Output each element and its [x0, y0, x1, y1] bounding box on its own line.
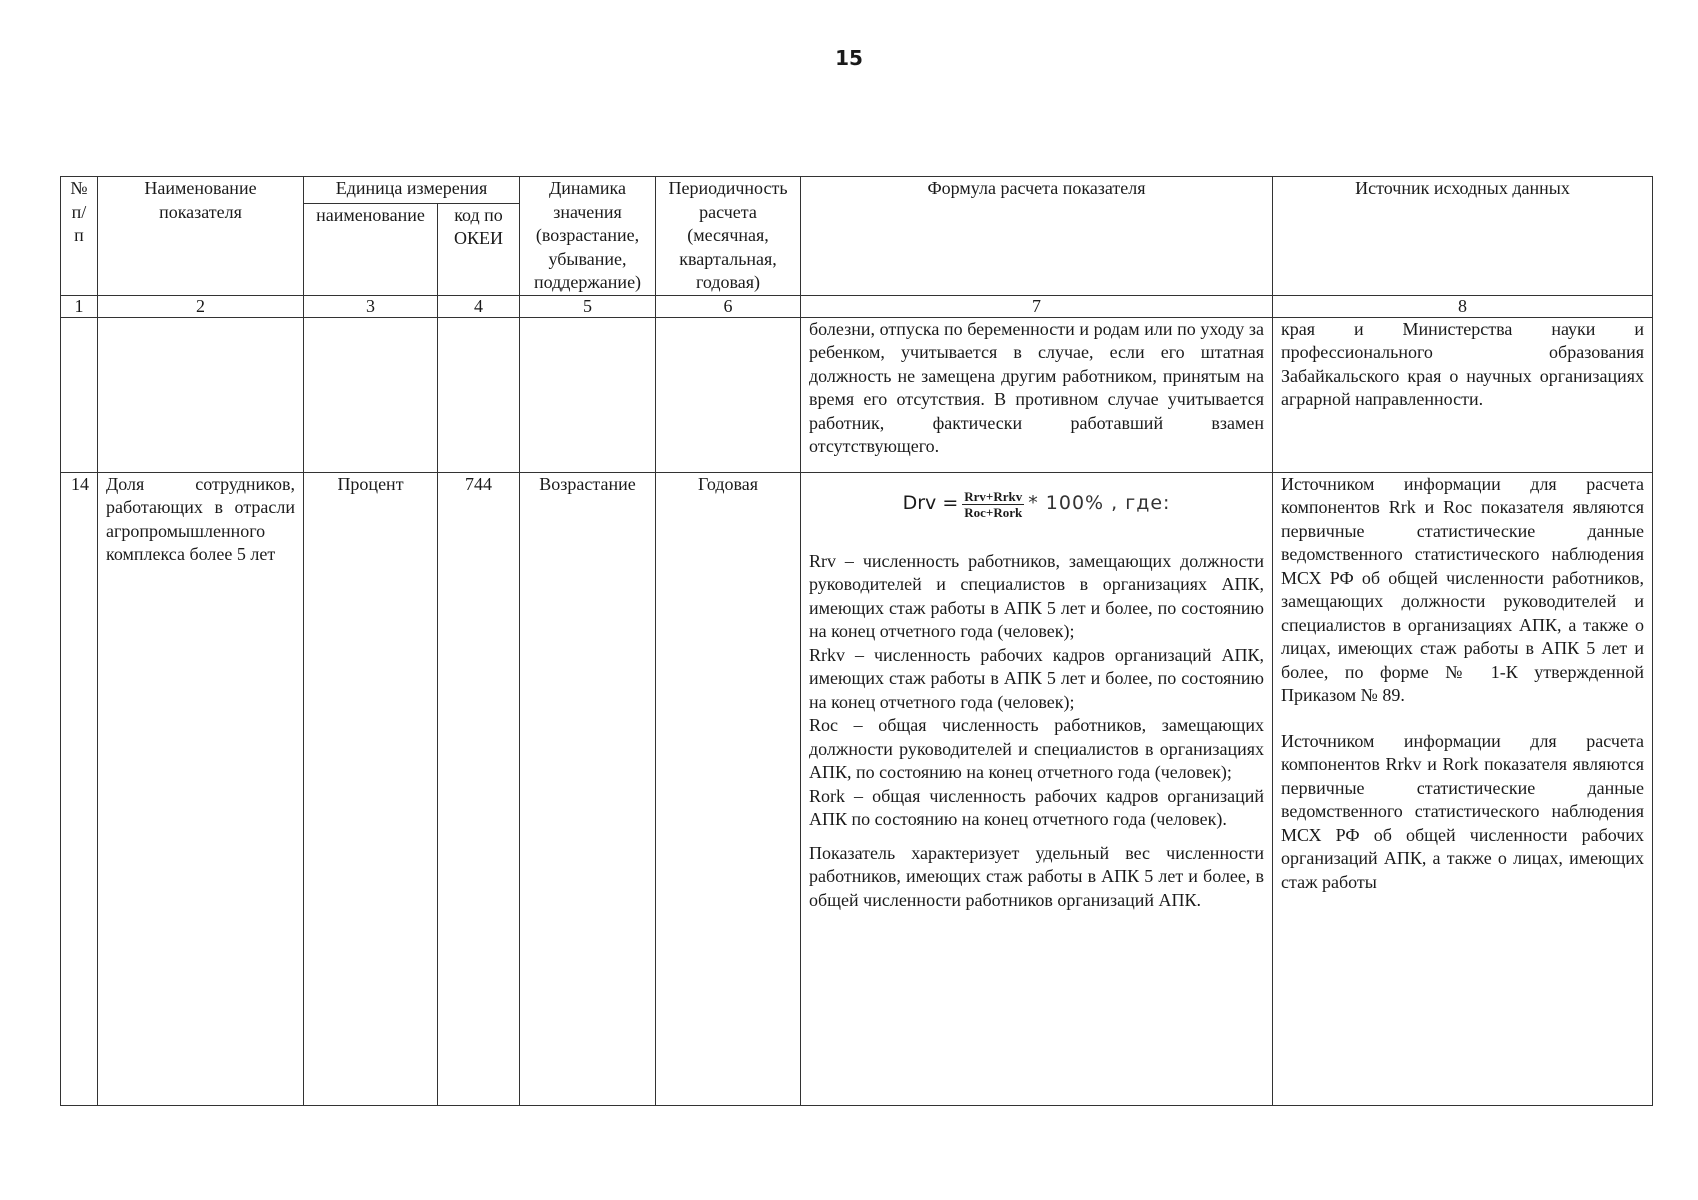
header-num: № п/п [61, 177, 98, 296]
definition-rrkv: Rrkv – численность рабочих кадров организаций АПК, имеющих стаж работы в АПК 5 лет и более, по состоянию на конец отчетного года (человек); [809, 644, 1265, 712]
header-unit-name: наименование [304, 203, 438, 295]
header-formula: Формула расчета показателя [801, 177, 1273, 296]
header-source: Источник исходных данных [1273, 177, 1653, 296]
dynamics-value: Возрастание [520, 472, 656, 1105]
source-paragraph-2: Источником информации для расчета компонентов Rrkv и Rork показателя являются первичные статистические данные ведомственного статистического наблюдения МСХ РФ об общей численности рабочих организаций АПК, а также о лицах, имеющих стаж работы [1281, 730, 1645, 892]
header-unit-code: код по ОКЕИ [438, 203, 520, 295]
indicator-name: Доля сотрудников, работающих в отрасли агропромышленного комплекса более 5 лет [98, 472, 304, 1105]
column-number: 2 [98, 295, 304, 317]
formula-lhs: Drv = [902, 492, 959, 515]
formula-denominator: Roc+Rork [964, 504, 1023, 520]
header-dynamics: Динамика значения (возрастание, убывание, поддержание) [520, 177, 656, 296]
formula-tail: * 100% , где: [1028, 492, 1171, 515]
header-row-1 [61, 177, 1653, 204]
formula-numerator: Rrv+Rrkv [964, 488, 1023, 504]
indicator-description: Показатель характеризует удельный вес численности работников, имеющих стаж работы в АПК 5 лет и более, в общей численности работников организаций АПК. [809, 842, 1265, 910]
column-number: 3 [304, 295, 438, 317]
continuation-formula-text: болезни, отпуска по беременности и родам или по уходу за ребенком, учитывается в случае, если его штатная должность не замещена другим работником, принятым на время его отсутствия. В противном случае учитывается работник, фактически работавший взамен отсутствующего. [801, 317, 1273, 472]
source-paragraph-1: Источником информации для расчета компонентов Rrk и Roc показателя являются первичные статистические данные ведомственного статистического наблюдения МСХ РФ об общей численности работников, замещающих должности руководителей и специалистов в организациях АПК, а также о лицах, имеющих стаж работы в АПК 5 лет и более, по форме № 1-К утвержденной Приказом № 89. [1281, 473, 1645, 705]
column-number: 5 [520, 295, 656, 317]
definition-rork: Rork – общая численность рабочих кадров организаций АПК по состоянию на конец отчетного года (человек). [809, 785, 1265, 829]
periodicity-value: Годовая [656, 472, 801, 1105]
column-number: 8 [1273, 295, 1653, 317]
definition-rrv: Rrv – численность работников, замещающих должности руководителей и специалистов в организациях АПК, имеющих стаж работы в АПК 5 лет и более, по состоянию на конец отчетного года (человек); [809, 550, 1265, 641]
column-numbers-row [61, 295, 1653, 317]
header-indicator-name: Наименование показателя [98, 177, 304, 296]
header-periodicity: Периодичность расчета (месячная, квартальная, годовая) [656, 177, 801, 296]
indicator-row-14 [61, 472, 1653, 1105]
column-number: 6 [656, 295, 801, 317]
column-number: 7 [801, 295, 1273, 317]
formula-fraction [962, 489, 1024, 520]
row-number: 14 [61, 472, 98, 1105]
column-number: 1 [61, 295, 98, 317]
continuation-row [61, 317, 1653, 472]
formula [809, 489, 1264, 520]
definition-roc: Roc – общая численность работников, замещающих должности руководителей и специалистов в организациях АПК, по состоянию на конец отчетного года (человек); [809, 715, 1265, 782]
continuation-source-text: края и Министерства науки и профессионального образования Забайкальского края о научных организациях аграрной направленности. [1273, 317, 1653, 472]
okei-code: 744 [438, 472, 520, 1105]
page-number: 15 [835, 46, 863, 70]
source-cell [1273, 472, 1653, 1105]
column-number: 4 [438, 295, 520, 317]
header-unit-group: Единица измерения [304, 177, 520, 204]
formula-cell [801, 472, 1273, 1105]
unit-name: Процент [304, 472, 438, 1105]
indicators-table [60, 176, 1653, 1106]
